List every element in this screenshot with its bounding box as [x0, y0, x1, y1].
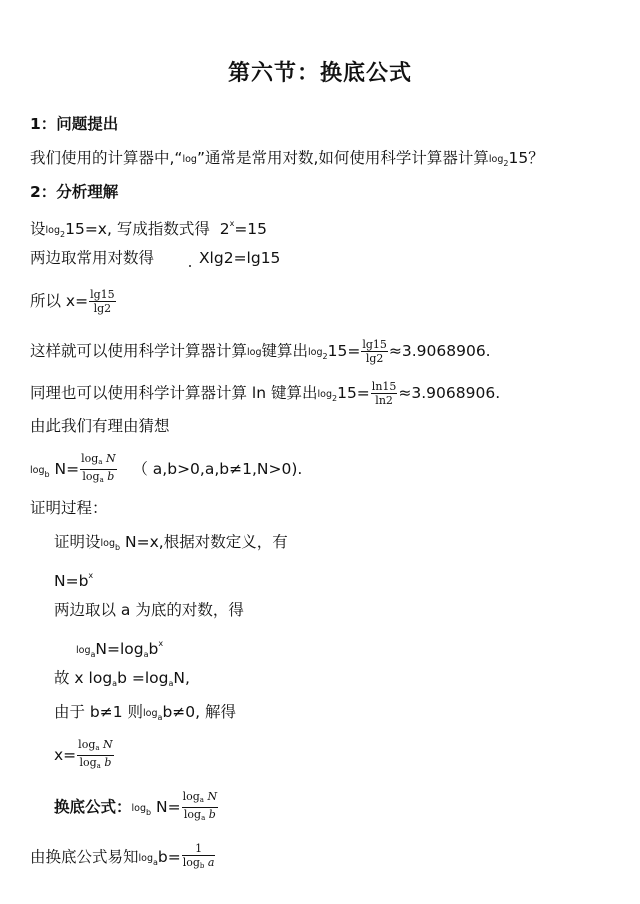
- fraction: [182, 790, 219, 825]
- log-base: a: [99, 476, 104, 484]
- variable: a: [207, 856, 215, 869]
- text: N=b: [54, 572, 89, 590]
- log-symbol: log: [308, 347, 323, 358]
- log-base: a: [96, 762, 101, 770]
- text: 15=x, 写成指数式得: [65, 220, 215, 238]
- text: log: [182, 790, 200, 803]
- text: N=: [54, 460, 80, 478]
- text: b=: [157, 848, 181, 866]
- text: 15=: [337, 384, 370, 402]
- text: 故 x log: [54, 669, 113, 687]
- numerator: [77, 738, 114, 756]
- variable: N: [103, 738, 113, 751]
- log-symbol: log: [138, 853, 153, 864]
- text: 设: [30, 220, 46, 238]
- denominator: [182, 856, 216, 873]
- log-base: a: [201, 814, 206, 822]
- text: 我们使用的计算器中,“: [30, 149, 183, 167]
- log-base: 2: [503, 159, 509, 168]
- section-heading-1: 1：问题提出: [30, 115, 119, 133]
- text: log: [82, 470, 100, 483]
- text: 同理也可以使用科学计算器计算 ln 键算出: [30, 384, 318, 402]
- log-base: b: [199, 862, 205, 870]
- text: ≈3.9068906.: [398, 384, 501, 402]
- exponent: x: [158, 639, 164, 648]
- log-symbol: log: [76, 645, 91, 656]
- log-symbol: log: [100, 538, 115, 549]
- text: 两边取常用对数得: [30, 249, 159, 267]
- text: b: [148, 640, 159, 658]
- proof-line-3: 两边取以 a 为底的对数，得: [54, 601, 244, 619]
- text: N=x,根据对数定义，有: [125, 533, 288, 551]
- text: N=: [156, 798, 181, 816]
- log-symbol: log: [488, 154, 504, 165]
- corollary-line: [30, 842, 216, 873]
- log-base: a: [153, 858, 158, 867]
- analysis-line-6: 由此我们有理由猜想: [30, 417, 170, 435]
- log-base: 2: [60, 230, 66, 239]
- variable: N: [207, 790, 218, 803]
- text: log: [183, 808, 202, 821]
- text: b≠0, 解得: [162, 703, 236, 721]
- text: log: [79, 756, 97, 769]
- numerator: lg15: [362, 338, 387, 351]
- analysis-line-5: [30, 380, 500, 409]
- variable: b: [104, 756, 112, 769]
- log-base: a: [143, 650, 149, 659]
- numerator: [80, 452, 117, 470]
- analysis-line-3: [30, 288, 117, 315]
- text: 由换底公式易知: [30, 848, 139, 866]
- denominator: lg2: [365, 352, 384, 365]
- log-base: a: [157, 713, 163, 722]
- fraction: [80, 452, 117, 487]
- numerator: 1: [182, 842, 216, 856]
- numerator: lg15: [90, 288, 115, 301]
- text: 2: [219, 220, 230, 238]
- fraction: [182, 842, 216, 873]
- log-base: a: [112, 679, 118, 688]
- text: 证明设: [54, 533, 101, 551]
- analysis-line-2: [30, 248, 280, 268]
- numerator: ln15: [371, 380, 397, 393]
- page-title: 第六节：换底公式: [227, 61, 412, 86]
- log-base: a: [90, 650, 96, 659]
- proof-line-7: [54, 738, 115, 773]
- variable: N: [105, 452, 116, 465]
- text: x=: [54, 746, 77, 764]
- proof-line-2: [54, 566, 93, 591]
- numerator: [182, 790, 219, 808]
- variable: b: [208, 808, 216, 821]
- text: ≈3.9068906.: [388, 342, 491, 360]
- text: log: [81, 452, 99, 465]
- analysis-line-1: [30, 214, 267, 245]
- log-symbol: log: [30, 465, 45, 476]
- formula-label: 换底公式：: [54, 798, 132, 816]
- change-of-base-formula: [54, 790, 219, 825]
- denominator: [80, 470, 117, 487]
- proof-line-5: [54, 668, 190, 694]
- log-base: b: [146, 808, 152, 817]
- log-base: a: [95, 744, 100, 752]
- text: 由于 b≠1 则: [54, 703, 144, 721]
- conjecture-line: [30, 452, 302, 487]
- proof-line-6: [54, 702, 236, 728]
- text: ”通常是常用对数,如何使用科学计算器计算: [196, 149, 489, 167]
- log-symbol: log: [317, 389, 332, 400]
- log-base: a: [98, 458, 103, 466]
- analysis-line-4: [30, 338, 491, 367]
- text: 15？: [508, 149, 544, 167]
- text: 键算出: [261, 342, 309, 360]
- log-base: a: [199, 796, 204, 804]
- text: 所以 x=: [30, 292, 89, 310]
- text: N=log: [95, 640, 144, 658]
- denominator: [182, 808, 219, 825]
- log-base: 2: [322, 352, 328, 361]
- fraction: [89, 288, 116, 315]
- proof-line-4: [76, 634, 163, 665]
- log-symbol: log: [182, 154, 197, 165]
- text: Xlg2=lg15: [198, 249, 281, 267]
- denominator: ln2: [375, 394, 393, 407]
- text: b =log: [117, 669, 169, 687]
- log-base: b: [115, 543, 121, 552]
- text: log: [78, 738, 96, 751]
- log-base: b: [44, 470, 50, 479]
- variable: b: [107, 470, 115, 483]
- stray-dot: [189, 265, 191, 267]
- text: （ a,b>0,a,b≠1,N>0).: [132, 460, 303, 478]
- text: 这样就可以使用科学计算器计算: [30, 342, 248, 360]
- text: log: [182, 856, 200, 869]
- fraction: [77, 738, 114, 773]
- proof-line-1: [54, 532, 288, 558]
- log-base: 2: [331, 394, 338, 403]
- log-symbol: log: [247, 347, 262, 358]
- section-heading-2: 2：分析理解: [30, 183, 119, 201]
- fraction: [371, 380, 398, 407]
- log-symbol: log: [45, 225, 60, 236]
- exponent: x: [229, 219, 235, 228]
- question-line: [30, 148, 544, 174]
- text: 15=: [327, 342, 361, 360]
- text: N,: [173, 669, 190, 687]
- log-symbol: log: [131, 803, 146, 814]
- log-base: a: [168, 679, 174, 688]
- denominator: lg2: [93, 302, 112, 315]
- denominator: [77, 756, 114, 773]
- fraction: [361, 338, 388, 365]
- proof-heading: 证明过程：: [30, 499, 108, 517]
- exponent: x: [88, 571, 94, 580]
- text: =15: [234, 220, 268, 238]
- log-symbol: log: [143, 708, 158, 719]
